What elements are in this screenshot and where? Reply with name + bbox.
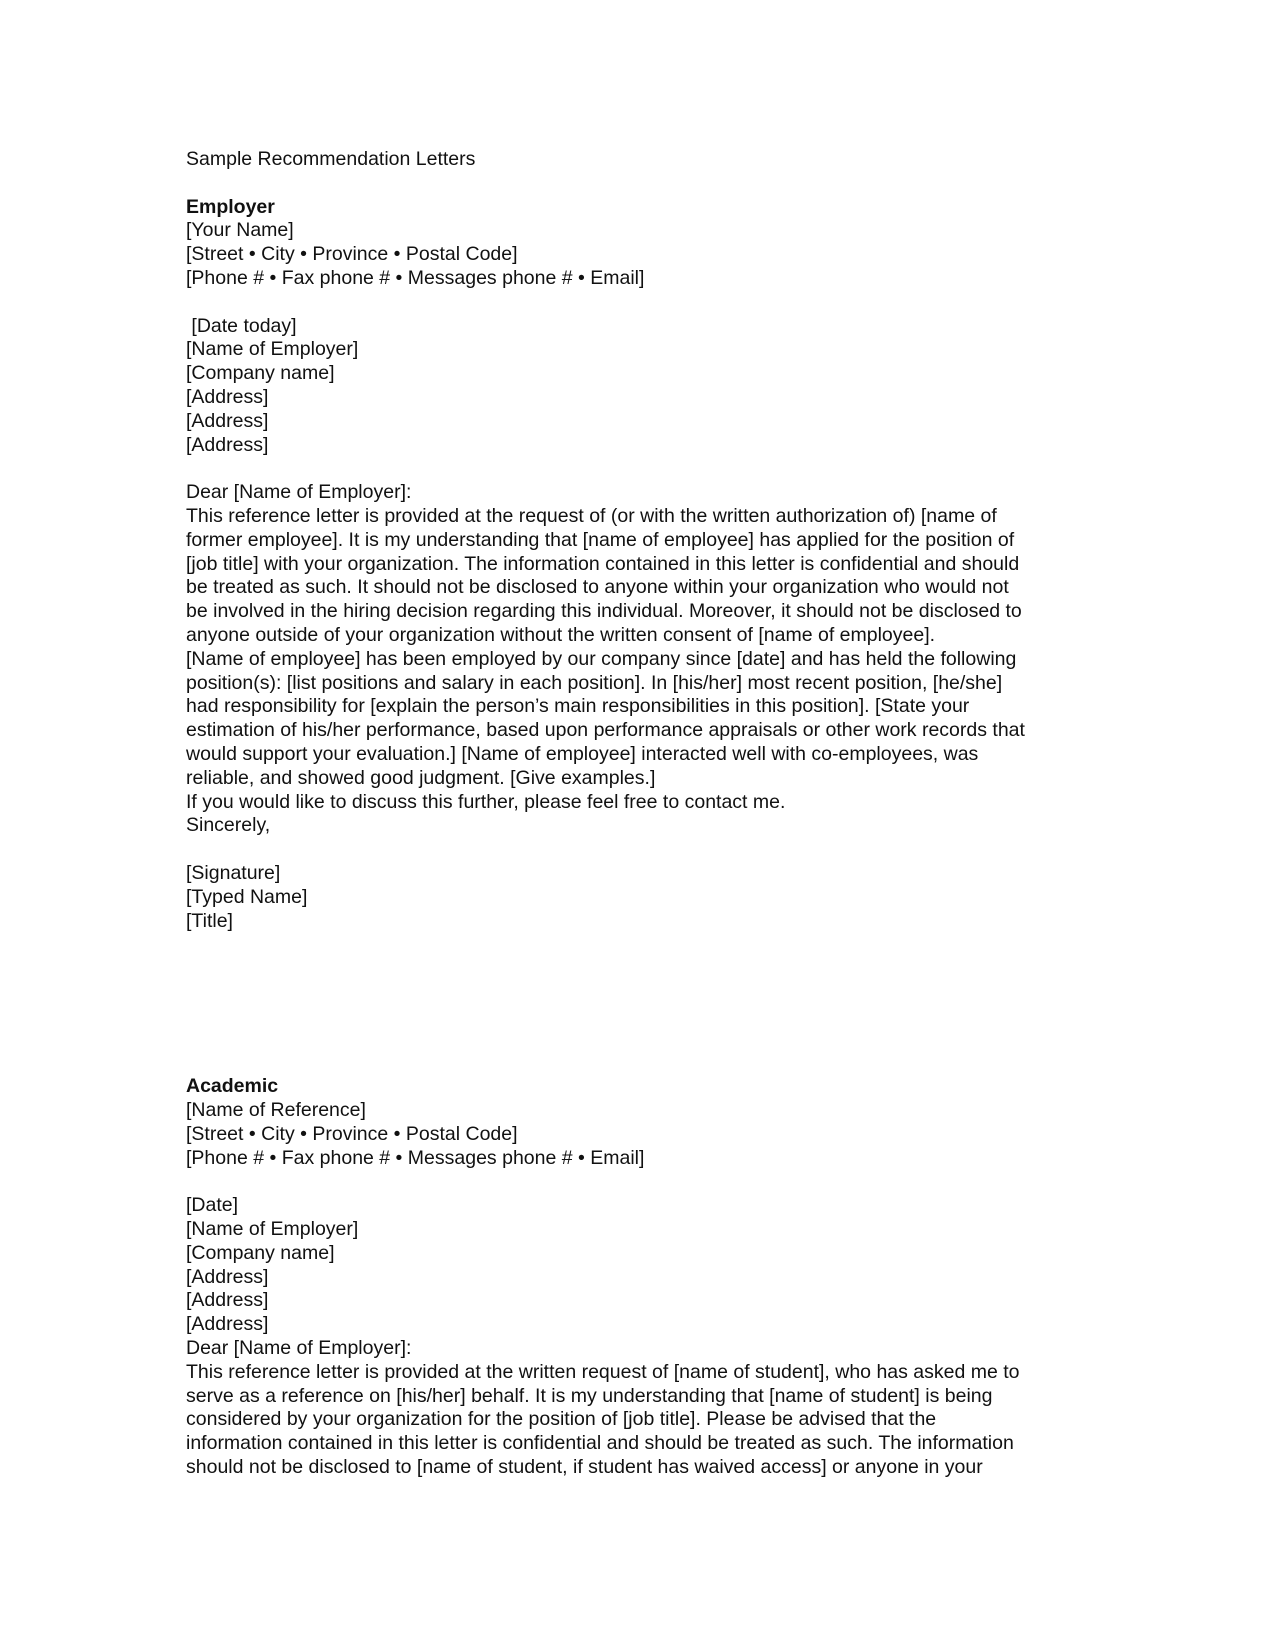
spacer <box>186 291 1086 315</box>
letter-column <box>186 148 1086 1480</box>
academic-sender-address: [Street • City • Province • Postal Code] <box>186 1122 518 1145</box>
employer-body-line: be involved in the hiring decision regarding this individual. Moreover, it should not be disclosed to <box>186 600 1022 623</box>
employer-sender-address: [Street • City • Province • Postal Code] <box>186 243 518 266</box>
employer-body-line: If you would like to discuss this further, please feel free to contact me. <box>186 790 786 813</box>
spacer <box>186 933 1086 1075</box>
academic-sender-contact: [Phone # • Fax phone # • Messages phone # • Email] <box>186 1146 645 1169</box>
academic-body-line: information contained in this letter is confidential and should be treated as such. The information <box>186 1432 1014 1455</box>
employer-body-line: would support your evaluation.] [Name of employee] interacted well with co-employees, was <box>186 742 979 765</box>
academic-body-line: considered by your organization for the position of [job title]. Please be advised that the <box>186 1408 937 1431</box>
employer-recipient-address: [Address] <box>186 433 269 456</box>
employer-body-line: reliable, and showed good judgment. [Give examples.] <box>186 766 656 789</box>
academic-recipient-name: [Name of Employer] <box>186 1218 359 1241</box>
employer-body-line: be treated as such. It should not be disclosed to anyone within your organization who would not <box>186 576 1009 599</box>
academic-salutation: Dear [Name of Employer]: <box>186 1337 412 1360</box>
spacer <box>186 457 1086 481</box>
academic-body-line: This reference letter is provided at the written request of [name of student], who has asked me to <box>186 1360 1020 1383</box>
employer-body-line: [job title] with your organization. The information contained in this letter is confidential and should <box>186 552 1020 575</box>
employer-body-line: position(s): [list positions and salary in each position]. In [his/her] most recent position, [he/she] <box>186 671 1003 694</box>
academic-recipient-address: [Address] <box>186 1289 269 1312</box>
employer-body-line: estimation of his/her performance, based upon performance appraisals or other work records that <box>186 719 1025 742</box>
employer-body-line: This reference letter is provided at the request of (or with the written authorization of) [name of <box>186 504 997 527</box>
academic-body-line: should not be disclosed to [name of student, if student has waived access] or anyone in your <box>186 1456 983 1479</box>
academic-sender-name: [Name of Reference] <box>186 1099 366 1122</box>
employer-date: [Date today] <box>186 314 297 337</box>
employer-body-line: former employee]. It is my understanding that [name of employee] has applied for the position of <box>186 528 1015 551</box>
academic-date: [Date] <box>186 1194 239 1217</box>
employer-signature: [Signature] <box>186 861 281 884</box>
employer-heading: Employer <box>186 195 275 218</box>
employer-closing: Sincerely, <box>186 814 271 837</box>
employer-recipient-address: [Address] <box>186 409 269 432</box>
employer-sender-name: [Your Name] <box>186 219 294 242</box>
employer-body-line: anyone outside of your organization without the written consent of [name of employee]. <box>186 623 936 646</box>
academic-recipient-address: [Address] <box>186 1313 269 1336</box>
employer-recipient-company: [Company name] <box>186 362 335 385</box>
spacer <box>186 838 1086 862</box>
academic-body-line: serve as a reference on [his/her] behalf. It is my understanding that [name of student] is being <box>186 1384 993 1407</box>
employer-recipient-address: [Address] <box>186 385 269 408</box>
spacer <box>186 172 1086 196</box>
academic-recipient-company: [Company name] <box>186 1241 335 1264</box>
employer-recipient-name: [Name of Employer] <box>186 338 359 361</box>
academic-heading: Academic <box>186 1075 279 1098</box>
employer-signer-title: [Title] <box>186 909 233 932</box>
employer-sender-contact: [Phone # • Fax phone # • Messages phone # • Email] <box>186 266 645 289</box>
employer-body-line: had responsibility for [explain the person’s main responsibilities in this position]. [State your <box>186 695 970 718</box>
document-title: Sample Recommendation Letters <box>186 148 476 170</box>
employer-salutation: Dear [Name of Employer]: <box>186 481 412 504</box>
employer-body-line: [Name of employee] has been employed by our company since [date] and has held the following <box>186 647 1017 670</box>
academic-recipient-address: [Address] <box>186 1265 269 1288</box>
spacer <box>186 1170 1086 1194</box>
employer-typed-name: [Typed Name] <box>186 885 308 908</box>
